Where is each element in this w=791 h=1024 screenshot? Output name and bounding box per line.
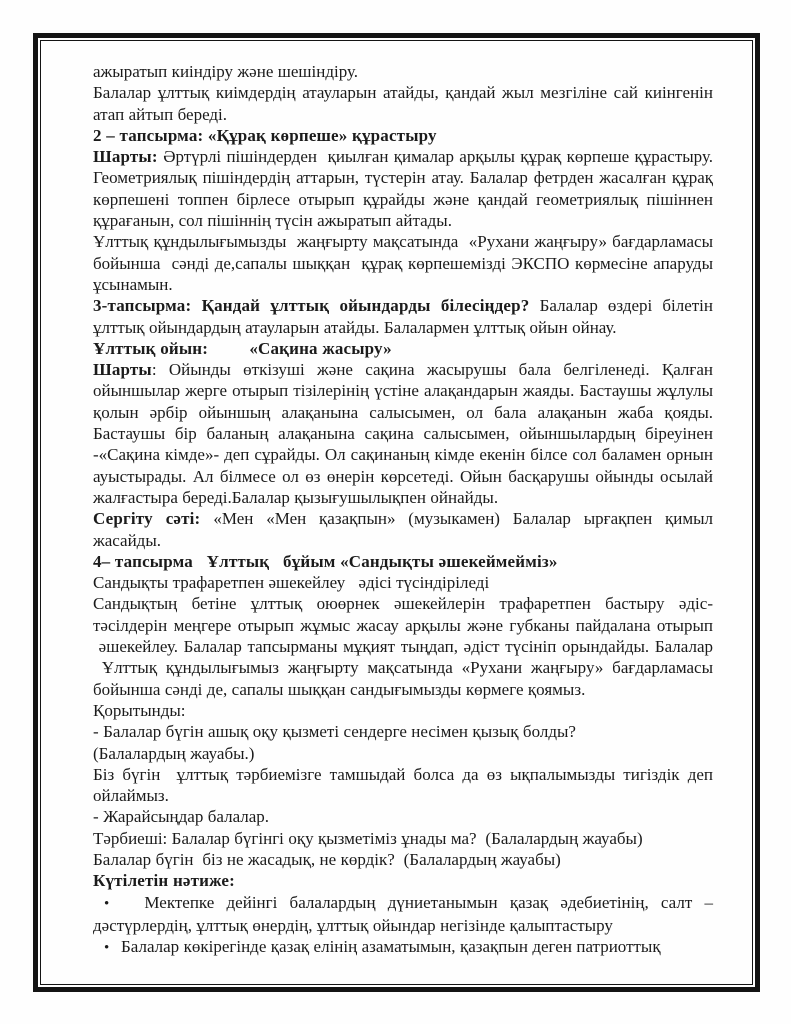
paragraph bbox=[93, 508, 713, 551]
text-run: Шарты: bbox=[93, 147, 164, 167]
page-border-outer bbox=[33, 33, 760, 992]
paragraph bbox=[93, 870, 713, 891]
text-run: Қорытынды: bbox=[93, 700, 186, 720]
page-border-inner bbox=[40, 40, 753, 985]
bullet-paragraph bbox=[93, 936, 713, 959]
paragraph bbox=[93, 61, 713, 82]
text-run: 4– тапсырма Ұлттық бұйым «Сандықты әшекеймейміз» bbox=[93, 551, 558, 571]
text-run: Тәрбиеші: Балалар бүгінгі оқу қызметіміз ұнады ма? (Балалардың жауабы) bbox=[93, 828, 643, 848]
text-run: Мектепке дейінгі балалардың дүниетанымын қазақ әдебиетінің, салт – дәстүрлердің, ұлттық өнердің, ұлттық ойындар негізінде қалыптастыру bbox=[93, 892, 713, 935]
document-body bbox=[93, 61, 713, 959]
text-run: : Ойынды өткізуші және сақина жасырушы бала белгіленеді. Қалған ойыншылар жерге отырып тізілерінің үстіне алақандарын жаяды. Бастаушы жұлулы қолын әрбір ойыншың алақанына салысымен, ол бала алақанын жаба қояды. Бастаушы бір баланың алақанына сақина салысымен, ойыншылардың біреуінен -«Сақина кімде»- деп сұрайды. Ол сақинаның кімде екенін білсе сол баламен орнын ауыстырады. Ал білмесе ол өз өнерін көрсетеді. Ойын басқарушы ойынды осылай жалғастыра береді.Балалар қызығушылықпен ойнайды. bbox=[93, 360, 713, 507]
paragraph bbox=[93, 295, 713, 338]
text-run: - Балалар бүгін ашық оқу қызметі сендерге несімен қызық болды? bbox=[93, 722, 576, 742]
text-run: «Мен «Мен қазақпын» (музыкамен) Балалар ырғақпен қимыл жасайды. bbox=[93, 509, 713, 550]
text-run: Біз бүгін ұлттық тәрбиемізге тамшыдай болса да өз ықпалымызды тигіздік деп ойлаймыз. bbox=[93, 764, 713, 806]
paragraph bbox=[93, 551, 713, 572]
text-run: Балалар бүгін біз не жасадық, не көрдік? (Балалардың жауабы) bbox=[93, 849, 561, 869]
paragraph bbox=[93, 806, 713, 827]
text-run: Ұлттық құндылығымызды жаңғырту мақсатында «Рухани жаңғыру» бағдарламасы бойынша сәнді де,сапалы шыққан құрақ көрпешемізді ЭКСПО көрмесіне апаруды ұсынамын. bbox=[93, 232, 713, 294]
text-run: - Жарайсыңдар балалар. bbox=[93, 807, 270, 827]
paragraph bbox=[93, 849, 713, 870]
text-run: Сандықтың бетіне ұлттық оюөрнек әшекейлерін трафаретпен бастыру әдіс-тәсілдерін меңгере отырып жұмыс жасау арқылы және губканы пайдалана отырып әшекейлеу. Балалар тапсырманы мұқият тыңдап, әдіст түсініп орындайды. Балалар Ұлттық құндылығымыз жаңғырту мақсатында «Рухани жаңғыру» бағдарламасы бойынша сәнді де, сапалы шыққан сандығымызды көрмеге қоямыз. bbox=[93, 594, 713, 699]
paragraph bbox=[93, 231, 713, 295]
paragraph bbox=[93, 764, 713, 807]
paragraph bbox=[93, 721, 713, 742]
bullet-paragraph bbox=[93, 892, 713, 937]
paragraph bbox=[93, 593, 713, 699]
text-run: Балалар көкірегінде қазақ елінің азаматымын, қазақпын деген патриоттық bbox=[121, 937, 661, 957]
paragraph bbox=[93, 82, 713, 125]
paragraph bbox=[93, 743, 713, 764]
text-run: ажыратып киіндіру және шешіндіру. bbox=[93, 62, 359, 81]
text-run: Балалар өздері білетін ұлттық ойындардың атауларын атайды. Балалармен ұлттық ойын ойнау. bbox=[93, 296, 713, 337]
bullet-marker-icon: • bbox=[104, 895, 145, 912]
bullet-marker-icon: • bbox=[104, 940, 122, 957]
paragraph bbox=[93, 146, 713, 231]
text-run: Сандықты трафаретпен әшекейлеу әдісі түсіндіріледі bbox=[93, 573, 490, 593]
paragraph bbox=[93, 338, 713, 359]
text-run: 2 – тапсырма: «Құрақ көрпеше» құрастыру bbox=[93, 125, 437, 145]
text-run: Ұлттық ойын: «Сақина жасыру» bbox=[93, 338, 392, 358]
text-run: Күтілетін нәтиже: bbox=[93, 871, 235, 891]
text-run: Балалар ұлттық киімдердің атауларын атайды, қандай жыл мезгіліне сай киінгенін атап айтып береді. bbox=[93, 83, 713, 124]
paragraph bbox=[93, 359, 713, 508]
text-run: Шарты bbox=[93, 360, 152, 380]
paragraph bbox=[93, 828, 713, 849]
paragraph bbox=[93, 700, 713, 721]
paragraph bbox=[93, 572, 713, 593]
text-run: Сергіту сәті: bbox=[93, 509, 214, 529]
text-run: 3-тапсырма: Қандай ұлттық ойындарды білесіңдер? bbox=[93, 296, 540, 316]
text-run: (Балалардың жауабы.) bbox=[93, 743, 255, 763]
text-run: Әртүрлі пішіндерден қиылған қималар арқылы құрақ көрпеше құрастыру. Геометриялық пішіндердің аттарын, түстерін атау. Балалар фетрден жасалған құрақ көрпешені топпен бірлесе отырып құрайды және қандай геометриялық пішіннен құрағанын, сол пішіннің түсін ажыратып айтады. bbox=[93, 147, 713, 231]
paragraph bbox=[93, 125, 713, 146]
